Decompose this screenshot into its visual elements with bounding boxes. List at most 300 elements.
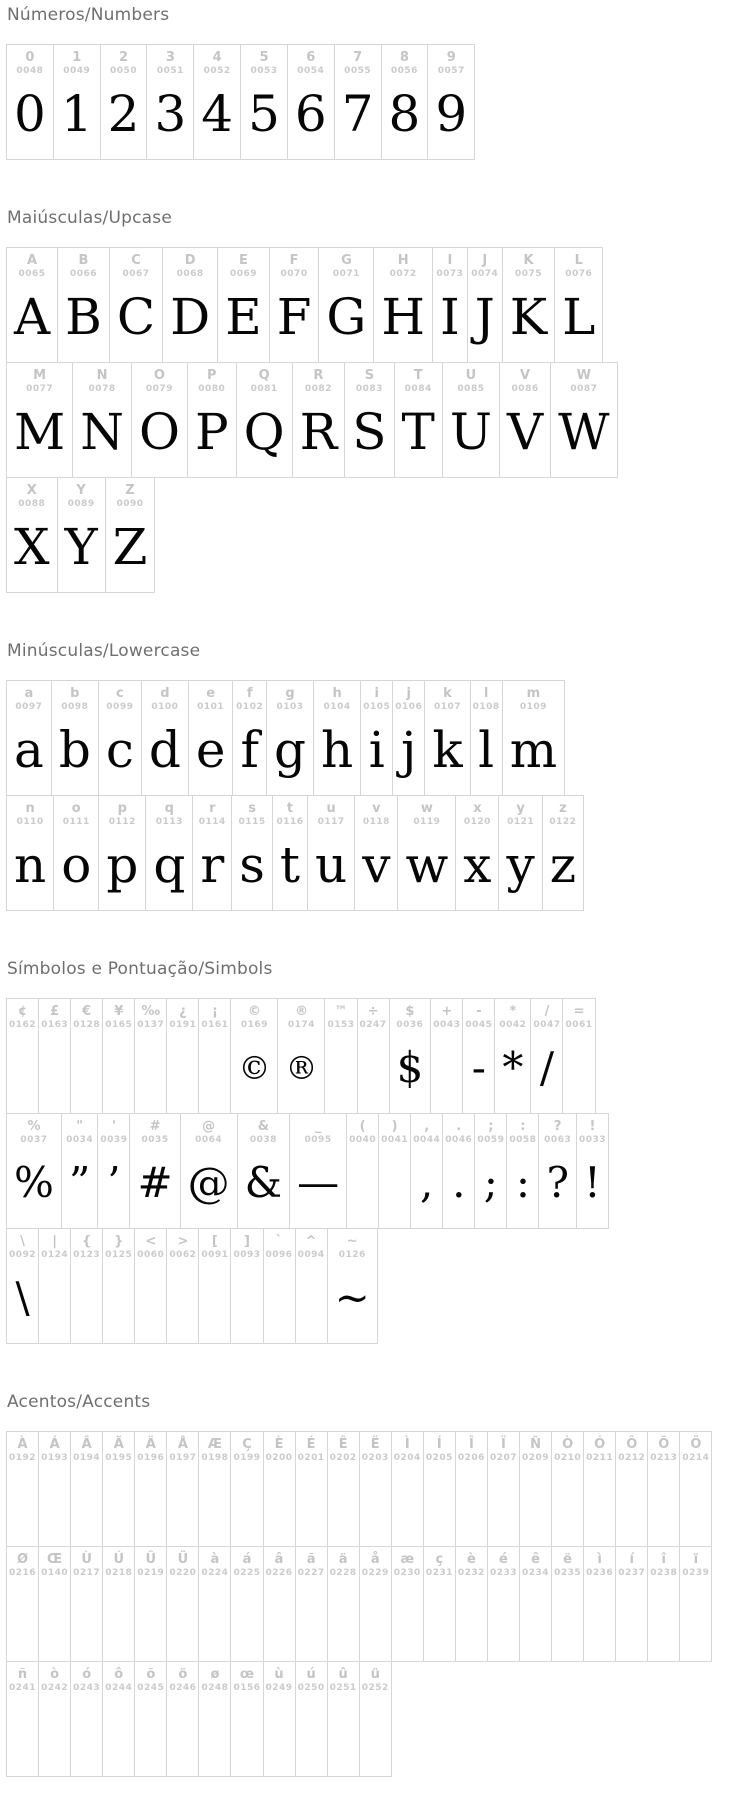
char-code: 0242 — [41, 1683, 69, 1693]
char-glyph — [264, 1579, 295, 1661]
char-glyph: - — [471, 1043, 486, 1092]
char-cell — [134, 1432, 166, 1546]
char-glyph — [167, 1579, 198, 1661]
char-cell — [7, 1114, 61, 1228]
char-label: ú — [306, 1667, 316, 1682]
char-code: 0098 — [61, 702, 89, 712]
char-code: 0066 — [69, 269, 98, 279]
char-cell — [295, 1229, 327, 1343]
char-code: 0210 — [554, 1453, 582, 1463]
char-code: 0096 — [265, 1250, 293, 1260]
char-row — [6, 44, 475, 160]
char-glyph — [392, 1464, 423, 1546]
char-code: 0056 — [390, 66, 418, 76]
char-row — [6, 362, 618, 478]
char-code: 0109 — [519, 702, 547, 712]
char-label: ô — [114, 1667, 124, 1682]
char-glyph: ; — [483, 1158, 498, 1207]
char-row — [6, 680, 565, 796]
char-code: 0169 — [240, 1020, 268, 1030]
char-code: 0228 — [329, 1568, 357, 1578]
char-code: 0048 — [16, 66, 44, 76]
char-label: { — [82, 1234, 92, 1249]
section-rows — [6, 247, 730, 593]
char-cell — [141, 681, 188, 795]
char-code: 0225 — [233, 1568, 261, 1578]
char-cell — [427, 45, 474, 159]
char-cell — [263, 1229, 295, 1343]
char-label: ï — [693, 1552, 699, 1567]
char-label: D — [184, 253, 196, 268]
char-label: û — [338, 1667, 348, 1682]
char-label: q — [164, 801, 174, 816]
char-glyph — [199, 1579, 230, 1661]
char-code: 0047 — [533, 1020, 561, 1030]
char-glyph: T — [401, 403, 435, 461]
char-cell — [198, 1229, 230, 1343]
char-label: € — [82, 1004, 92, 1019]
char-label: ¥ — [114, 1004, 124, 1019]
char-cell — [551, 1547, 583, 1661]
char-code: 0034 — [66, 1135, 94, 1145]
char-row — [6, 795, 584, 911]
char-code: 0250 — [297, 1683, 325, 1693]
char-code: 0194 — [73, 1453, 101, 1463]
char-label: * — [509, 1004, 517, 1019]
char-label: ø — [210, 1667, 220, 1682]
char-code: 0224 — [201, 1568, 229, 1578]
char-glyph: g — [273, 721, 306, 779]
char-label: b — [70, 686, 80, 701]
char-row — [6, 1661, 392, 1777]
char-cell — [455, 1547, 487, 1661]
char-glyph — [347, 1146, 378, 1228]
char-label: Ë — [370, 1437, 380, 1452]
char-cell — [455, 1432, 487, 1546]
char-code: 0163 — [41, 1020, 69, 1030]
char-code: 0069 — [229, 269, 257, 279]
char-code: 0102 — [236, 702, 264, 712]
char-label: % — [27, 1119, 41, 1134]
char-code: 0248 — [201, 1683, 229, 1693]
char-cell — [38, 1662, 70, 1776]
char-cell — [7, 681, 51, 795]
char-label: X — [26, 483, 37, 498]
char-code: 0252 — [361, 1683, 389, 1693]
char-label: h — [332, 686, 342, 701]
char-code: 0118 — [362, 817, 390, 827]
char-label: K — [523, 253, 534, 268]
char-label: ® — [294, 1004, 308, 1019]
char-label: + — [441, 1004, 453, 1019]
char-glyph — [167, 1261, 198, 1343]
char-label: Œ — [47, 1552, 63, 1567]
char-cell — [360, 681, 392, 795]
char-cell — [542, 796, 583, 910]
char-code: 0243 — [73, 1683, 101, 1693]
char-label: æ — [400, 1552, 415, 1567]
char-code: 0227 — [297, 1568, 325, 1578]
char-cell — [105, 478, 155, 592]
char-code: 0081 — [250, 384, 278, 394]
char-label: î — [661, 1552, 667, 1567]
char-glyph: 1 — [60, 85, 93, 143]
char-label: ) — [391, 1119, 398, 1134]
char-glyph: ® — [285, 1049, 318, 1087]
char-glyph — [264, 1261, 295, 1343]
char-glyph — [325, 1031, 356, 1113]
char-code: 0211 — [586, 1453, 614, 1463]
char-glyph: p — [106, 836, 139, 894]
char-cell — [230, 1229, 262, 1343]
section-title: Maiúsculas/Upcase — [7, 208, 172, 228]
char-code: 0249 — [265, 1683, 293, 1693]
char-label: Ø — [17, 1552, 29, 1567]
char-label: e — [206, 686, 216, 701]
char-cell — [7, 1662, 38, 1776]
char-glyph: b — [58, 721, 91, 779]
char-label: y — [516, 801, 525, 816]
char-glyph: Y — [64, 518, 98, 576]
char-glyph: L — [562, 288, 596, 346]
char-label: $ — [405, 1004, 415, 1019]
char-glyph — [135, 1261, 166, 1343]
char-glyph — [360, 1464, 391, 1546]
char-glyph: l — [478, 721, 495, 779]
char-code: 0085 — [457, 384, 485, 394]
char-glyph: 0 — [14, 85, 46, 143]
char-row — [6, 1113, 609, 1229]
char-code: 0065 — [18, 269, 46, 279]
char-cell — [583, 1432, 615, 1546]
char-label: ‰ — [141, 1004, 161, 1019]
char-code: 0123 — [73, 1250, 101, 1260]
char-cell — [53, 796, 98, 910]
char-cell — [70, 999, 102, 1113]
char-cell — [391, 1547, 423, 1661]
char-cell — [263, 1547, 295, 1661]
char-glyph: C — [116, 288, 156, 346]
char-label: é — [499, 1552, 508, 1567]
char-label: Ê — [338, 1437, 348, 1452]
char-label: s — [248, 801, 256, 816]
char-code: 0100 — [151, 702, 179, 712]
char-glyph — [680, 1579, 711, 1661]
char-row — [6, 1431, 712, 1547]
char-label: = — [573, 1004, 585, 1019]
char-cell — [295, 1662, 327, 1776]
char-glyph: O — [138, 403, 180, 461]
char-code: 0061 — [565, 1020, 593, 1030]
section-rows — [6, 998, 730, 1344]
char-code: 0093 — [233, 1250, 261, 1260]
char-label: r — [209, 801, 216, 816]
char-cell — [180, 1114, 237, 1228]
char-code: 0041 — [381, 1135, 409, 1145]
char-code: 0097 — [15, 702, 43, 712]
char-cell — [70, 1662, 102, 1776]
char-cell — [287, 45, 334, 159]
char-glyph: $ — [396, 1043, 424, 1092]
char-glyph — [71, 1261, 102, 1343]
char-glyph — [296, 1694, 327, 1776]
char-glyph — [39, 1579, 70, 1661]
char-cell — [502, 248, 554, 362]
char-cell — [318, 248, 373, 362]
char-label: È — [274, 1437, 284, 1452]
char-label: . — [456, 1119, 462, 1134]
char-code: 0231 — [425, 1568, 453, 1578]
char-label: á — [242, 1552, 252, 1567]
char-code: 0218 — [105, 1568, 133, 1578]
char-code: 0082 — [304, 384, 332, 394]
char-cell — [359, 1547, 391, 1661]
char-label: Ú — [113, 1552, 124, 1567]
char-code: 0204 — [393, 1453, 421, 1463]
char-label: W — [576, 368, 592, 383]
char-label: < — [145, 1234, 157, 1249]
char-label: ¿ — [179, 1004, 187, 1019]
char-label: / — [544, 1004, 550, 1019]
char-cell — [277, 999, 324, 1113]
char-code: 0101 — [197, 702, 225, 712]
char-label: Z — [125, 483, 135, 498]
char-glyph — [392, 1579, 423, 1661]
char-cell — [410, 1114, 442, 1228]
char-cell — [146, 45, 193, 159]
char-glyph: 4 — [201, 85, 234, 143]
char-label: I — [447, 253, 453, 268]
char-glyph: t — [279, 836, 301, 894]
char-label: è — [466, 1552, 476, 1567]
char-glyph — [135, 1579, 166, 1661]
char-code: 0042 — [499, 1020, 527, 1030]
char-code: 0219 — [137, 1568, 165, 1578]
char-cell — [530, 999, 562, 1113]
char-cell — [166, 999, 198, 1113]
char-label: m — [526, 686, 541, 701]
char-code: 0115 — [238, 817, 266, 827]
char-glyph — [520, 1579, 551, 1661]
char-cell — [550, 363, 616, 477]
char-code: 0245 — [137, 1683, 165, 1693]
char-label: ã — [306, 1552, 316, 1567]
char-cell — [506, 1114, 538, 1228]
char-glyph: / — [539, 1043, 555, 1092]
char-cell — [100, 45, 147, 159]
char-label: à — [210, 1552, 220, 1567]
section-title: Números/Numbers — [7, 5, 170, 25]
char-label: x — [473, 801, 482, 816]
char-cell — [551, 1432, 583, 1546]
char-code: 0162 — [9, 1020, 37, 1030]
char-label: ü — [370, 1667, 380, 1682]
char-cell — [487, 1547, 519, 1661]
char-label: t — [286, 801, 294, 816]
char-label: Î — [468, 1437, 474, 1452]
char-label: w — [420, 801, 433, 816]
char-cell — [102, 999, 134, 1113]
char-glyph — [39, 1031, 70, 1113]
char-label: o — [71, 801, 81, 816]
char-code: 0104 — [323, 702, 351, 712]
char-glyph: k — [432, 721, 463, 779]
char-label: â — [274, 1552, 284, 1567]
char-glyph: q — [153, 836, 186, 894]
char-label: } — [114, 1234, 124, 1249]
char-cell — [389, 999, 431, 1113]
char-glyph — [103, 1579, 134, 1661]
char-cell — [324, 999, 356, 1113]
char-glyph: @ — [187, 1158, 230, 1207]
char-cell — [474, 1114, 506, 1228]
char-label: ÷ — [367, 1004, 379, 1019]
char-label: Q — [258, 368, 270, 383]
char-label: Û — [145, 1552, 157, 1567]
char-label: _ — [314, 1119, 322, 1134]
char-glyph — [103, 1031, 134, 1113]
char-code: 0161 — [201, 1020, 229, 1030]
char-row — [6, 1546, 712, 1662]
char-cell — [519, 1432, 551, 1546]
char-glyph: h — [320, 721, 354, 779]
char-code: 0205 — [425, 1453, 453, 1463]
char-glyph: u — [315, 836, 348, 894]
charmap-section — [6, 1392, 730, 1777]
char-glyph: 5 — [248, 85, 280, 143]
char-glyph — [231, 1261, 262, 1343]
char-row — [6, 247, 603, 363]
char-glyph — [167, 1694, 198, 1776]
char-label: ; — [488, 1119, 494, 1134]
char-code: 0202 — [329, 1453, 357, 1463]
char-label: i — [374, 686, 379, 701]
char-glyph: 7 — [341, 85, 374, 143]
char-label: 3 — [165, 50, 175, 65]
char-glyph: m — [509, 721, 558, 779]
char-code: 0193 — [41, 1453, 69, 1463]
char-cell — [7, 796, 53, 910]
charmap-section — [6, 208, 730, 593]
char-glyph: o — [61, 836, 92, 894]
char-label: ? — [553, 1119, 562, 1134]
char-cell — [198, 1662, 230, 1776]
char-code: 0091 — [201, 1250, 229, 1260]
char-glyph: X — [14, 518, 50, 576]
char-code: 0128 — [73, 1020, 101, 1030]
char-label: z — [559, 801, 567, 816]
char-label: a — [24, 686, 34, 701]
char-glyph: & — [244, 1158, 283, 1207]
char-code: 0103 — [276, 702, 304, 712]
char-glyph: * — [502, 1043, 524, 1092]
char-code: 0124 — [41, 1250, 69, 1260]
char-glyph — [296, 1464, 327, 1546]
section-title: Minúsculas/Lowercase — [7, 641, 201, 661]
char-label: 5 — [259, 50, 269, 65]
char-glyph — [39, 1694, 70, 1776]
char-label: Æ — [207, 1437, 222, 1452]
char-glyph — [584, 1464, 615, 1546]
char-code: 0083 — [355, 384, 383, 394]
char-code: 0125 — [105, 1250, 133, 1260]
char-label: Å — [177, 1437, 188, 1452]
char-glyph — [7, 1694, 38, 1776]
char-cell — [7, 1432, 38, 1546]
char-code: 0112 — [108, 817, 136, 827]
char-code: 0058 — [509, 1135, 537, 1145]
char-code: 0062 — [169, 1250, 197, 1260]
char-cell — [679, 1432, 711, 1546]
char-glyph: B — [65, 288, 102, 346]
char-cell — [236, 363, 292, 477]
char-label: Ã — [113, 1437, 124, 1452]
char-label: - — [476, 1004, 482, 1019]
char-code: 0233 — [489, 1568, 517, 1578]
char-glyph: \ — [15, 1273, 30, 1322]
char-cell — [295, 1547, 327, 1661]
char-label: 4 — [212, 50, 222, 65]
char-glyph: ! — [584, 1158, 601, 1207]
char-glyph — [379, 1146, 410, 1228]
char-label: À — [17, 1437, 28, 1452]
char-cell — [442, 1114, 474, 1228]
char-glyph: f — [240, 721, 259, 779]
char-code: 0036 — [396, 1020, 424, 1030]
char-glyph — [135, 1694, 166, 1776]
char-label: L — [574, 253, 583, 268]
char-cell — [7, 248, 57, 362]
char-glyph — [167, 1464, 198, 1546]
char-glyph — [231, 1694, 262, 1776]
char-glyph — [7, 1031, 38, 1113]
char-label: ó — [82, 1667, 92, 1682]
char-cell — [502, 681, 564, 795]
char-label: ò — [50, 1667, 60, 1682]
char-glyph — [199, 1031, 230, 1113]
char-cell — [424, 681, 469, 795]
char-glyph — [71, 1464, 102, 1546]
char-code: 0116 — [276, 817, 304, 827]
char-code: 0234 — [522, 1568, 550, 1578]
char-row — [6, 477, 155, 593]
char-code: 0246 — [169, 1683, 197, 1693]
char-cell — [381, 45, 428, 159]
char-label: 6 — [306, 50, 316, 65]
char-cell — [313, 681, 360, 795]
char-glyph — [456, 1579, 487, 1661]
char-label: © — [247, 1004, 261, 1019]
char-cell — [102, 1432, 134, 1546]
char-label: ¢ — [18, 1004, 28, 1019]
char-cell — [230, 1547, 262, 1661]
char-cell — [38, 1229, 70, 1343]
char-code: 0046 — [445, 1135, 473, 1145]
char-code: 0203 — [361, 1453, 389, 1463]
char-label: õ — [146, 1667, 156, 1682]
char-code: 0238 — [650, 1568, 678, 1578]
char-cell — [498, 796, 541, 910]
char-label: Ô — [626, 1437, 638, 1452]
char-code: 0156 — [233, 1683, 261, 1693]
char-glyph — [328, 1694, 359, 1776]
char-glyph: c — [105, 721, 134, 779]
char-label: Ü — [177, 1552, 189, 1567]
char-label: ! — [589, 1119, 596, 1134]
char-cell — [129, 1114, 179, 1228]
char-label: ~ — [346, 1234, 358, 1249]
char-code: 0126 — [338, 1250, 366, 1260]
